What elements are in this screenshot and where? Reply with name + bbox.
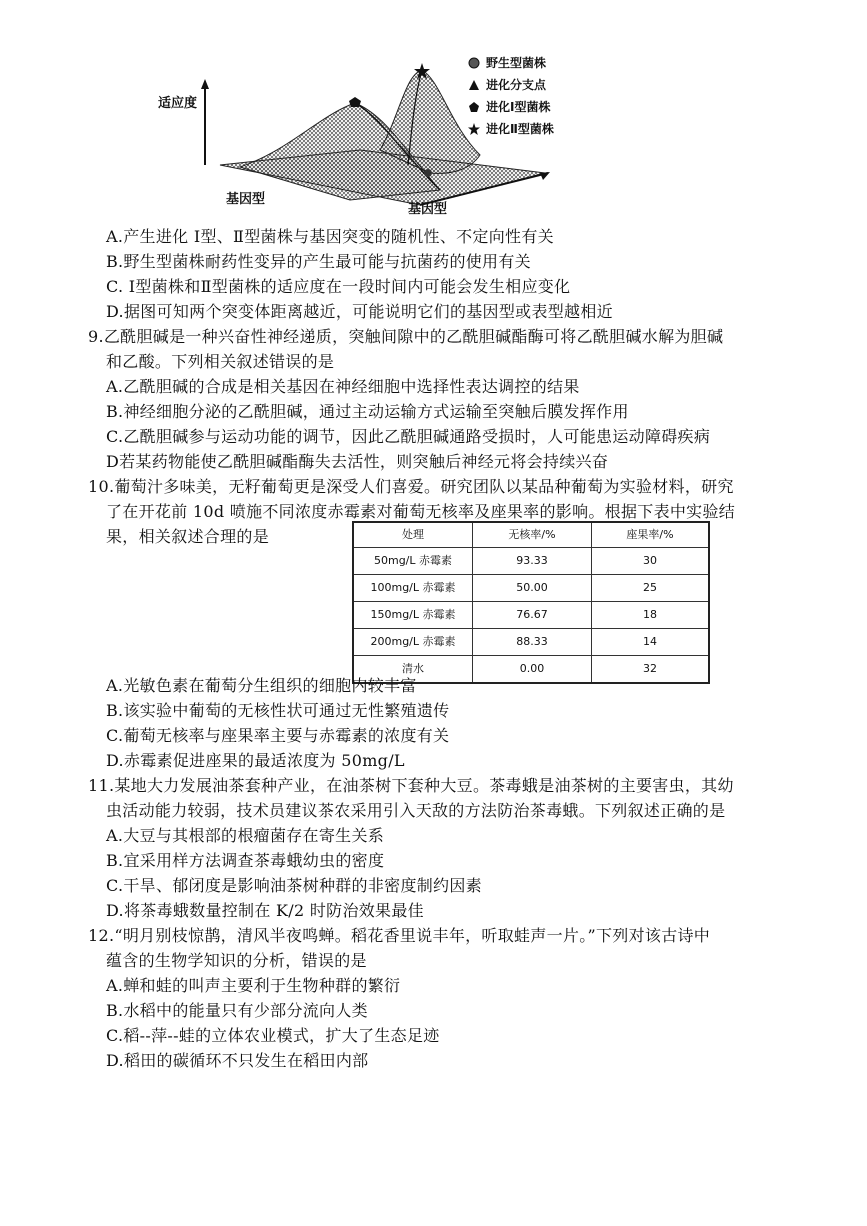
table-cell: 0.00 (473, 656, 592, 684)
star-icon (468, 123, 480, 135)
q10-stem-cont2: 果，相关叙述合理的是 (106, 527, 270, 546)
q9-option-d: D若某药物能使乙酰胆碱酯酶失去活性，则突触后神经元将会持续兴奋 (106, 452, 609, 471)
table-row (353, 548, 709, 575)
q11-option-a: A.大豆与其根部的根瘤菌存在寄生关系 (106, 826, 385, 845)
q11-option-d: D.将茶毒蛾数量控制在 K/2 时防治效果最佳 (106, 901, 424, 920)
triangle-icon (468, 79, 480, 91)
pentagon-icon (468, 101, 480, 113)
legend-item-type2: 进化Ⅱ型菌株 (468, 118, 554, 140)
q10-option-c: C.葡萄无核率与座果率主要与赤霉素的浓度有关 (106, 726, 450, 745)
table-header-row (353, 522, 709, 548)
q12-option-b: B.水稻中的能量只有少部分流向人类 (106, 1001, 368, 1020)
table-cell: 18 (592, 602, 710, 629)
pentagon-marker (349, 97, 361, 107)
q11-option-c: C.干旱、郁闭度是影响油茶树种群的非密度制约因素 (106, 876, 482, 895)
q8-option-a: A.产生进化 Ⅰ型、Ⅱ型菌株与基因突变的随机性、不定向性有关 (106, 227, 554, 246)
table-header: 座果率/% (592, 522, 710, 548)
q10-stem-cont: 了在开花前 10d 喷施不同浓度赤霉素对葡萄无核率及座果率的影响。根据下表中实验结 (106, 502, 736, 521)
q9-stem: 9.乙酰胆碱是一种兴奋性神经递质，突触间隙中的乙酰胆碱酯酶可将乙酰胆碱水解为胆碱 (88, 327, 724, 346)
table-cell: 50mg/L 赤霉素 (353, 548, 473, 575)
q10-option-b: B.该实验中葡萄的无核性状可通过无性繁殖遗传 (106, 701, 450, 720)
figure-legend (468, 52, 554, 140)
table-cell: 50.00 (473, 575, 592, 602)
q10-stem: 10.葡萄汁多味美，无籽葡萄更是深受人们喜爱。研究团队以某品种葡萄为实验材料，研究 (88, 477, 734, 496)
q9-option-a: A.乙酰胆碱的合成是相关基因在神经细胞中选择性表达调控的结果 (106, 377, 580, 396)
wild-type-marker (424, 169, 432, 177)
q11-stem-cont: 虫活动能力较弱，技术员建议茶农采用引入天敌的方法防治茶毒蛾。下列叙述正确的是 (106, 801, 726, 820)
table-row (353, 575, 709, 602)
table-row (353, 629, 709, 656)
q8-option-c: C. Ⅰ型菌株和Ⅱ型菌株的适应度在一段时间内可能会发生相应变化 (106, 277, 571, 296)
table-cell: 93.33 (473, 548, 592, 575)
axis-label-x-left: 基因型 (226, 192, 266, 207)
q12-option-d: D.稻田的碳循环不只发生在稻田内部 (106, 1051, 369, 1070)
dotted-circle-icon (468, 57, 480, 69)
table-cell: 14 (592, 629, 710, 656)
q8-option-b: B.野生型菌株耐药性变异的产生最可能与抗菌药的使用有关 (106, 252, 531, 271)
table-row (353, 602, 709, 629)
q9-stem-cont: 和乙酸。下列相关叙述错误的是 (106, 352, 335, 371)
table-header: 处理 (353, 522, 473, 548)
table-cell: 88.33 (473, 629, 592, 656)
table-cell: 200mg/L 赤霉素 (353, 629, 473, 656)
table-cell: 76.67 (473, 602, 592, 629)
legend-item-branch-point: 进化分支点 (468, 74, 554, 96)
results-table (352, 521, 710, 684)
q12-option-a: A.蝉和蛙的叫声主要利于生物种群的繁衍 (106, 976, 401, 995)
legend-item-type1: 进化Ⅰ型菌株 (468, 96, 554, 118)
q12-stem-cont: 蕴含的生物学知识的分析，错误的是 (106, 951, 367, 970)
legend-item-wild-type: 野生型菌株 (468, 52, 554, 74)
table-cell: 清水 (353, 656, 473, 684)
axis-label-y: 适应度 (158, 96, 198, 111)
q11-option-b: B.宜采用样方法调查茶毒蛾幼虫的密度 (106, 851, 385, 870)
q10-option-d: D.赤霉素促进座果的最适浓度为 50mg/L (106, 751, 405, 770)
q8-option-d: D.据图可知两个突变体距离越近，可能说明它们的基因型或表型越相近 (106, 302, 613, 321)
table-header: 无核率/% (473, 522, 592, 548)
q9-option-c: C.乙酰胆碱参与运动功能的调节，因此乙酰胆碱通路受损时，人可能患运动障碍疾病 (106, 427, 711, 446)
q11-stem: 11.某地大力发展油茶套种产业，在油茶树下套种大豆。茶毒蛾是油茶树的主要害虫，其幼 (88, 776, 734, 795)
q10-option-a: A.光敏色素在葡萄分生组织的细胞内较丰富 (106, 676, 417, 695)
table-cell: 30 (592, 548, 710, 575)
table-cell: 25 (592, 575, 710, 602)
q9-option-b: B.神经细胞分泌的乙酰胆碱，通过主动运输方式运输至突触后膜发挥作用 (106, 402, 629, 421)
q12-stem: 12.“明月别枝惊鹊，清风半夜鸣蝉。稻花香里说丰年，听取蛙声一片。”下列对该古诗中 (88, 926, 711, 945)
table-cell: 32 (592, 656, 710, 684)
table-cell: 150mg/L 赤霉素 (353, 602, 473, 629)
table-cell: 100mg/L 赤霉素 (353, 575, 473, 602)
axis-label-x-right: 基因型 (408, 202, 448, 217)
q12-option-c: C.稻--萍--蛙的立体农业模式，扩大了生态足迹 (106, 1026, 440, 1045)
